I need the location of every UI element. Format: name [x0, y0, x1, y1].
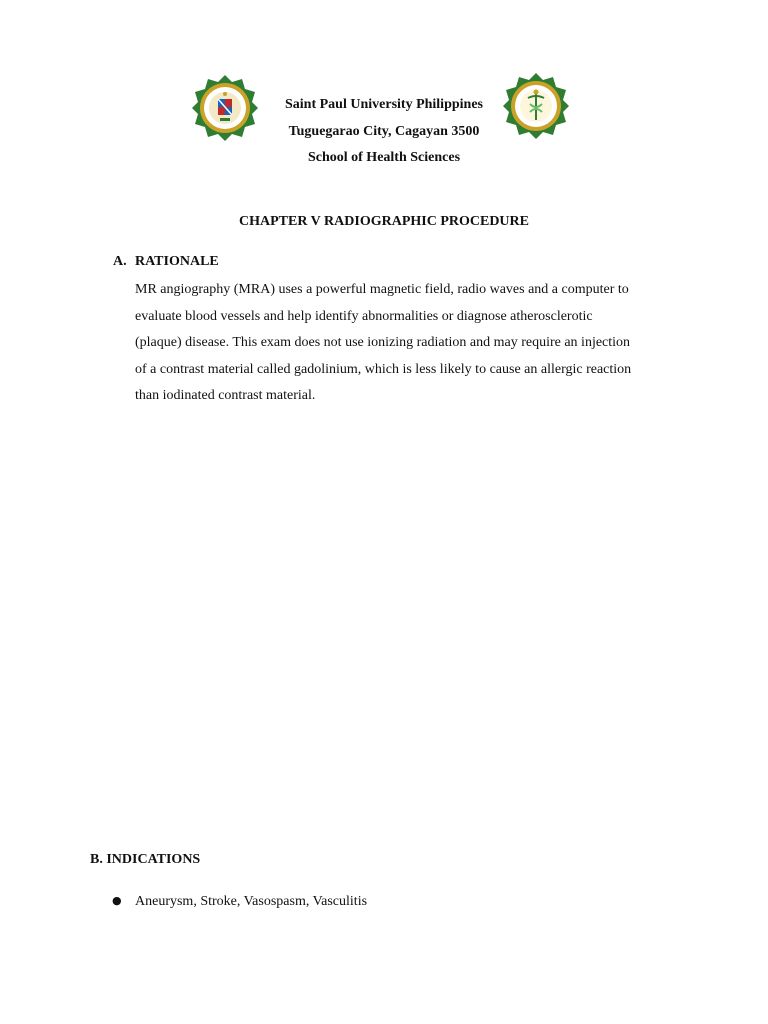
indications-list [112, 891, 367, 912]
section-a-title: RATIONALE [135, 254, 219, 269]
university-address: Tuguegarao City, Cagayan 3500 [288, 123, 480, 139]
health-sciences-seal-icon [502, 72, 570, 140]
chapter-title: CHAPTER V RADIOGRAPHIC PROCEDURE [238, 214, 529, 229]
rationale-line: than iodinated contrast material. [135, 388, 316, 404]
list-item-text: Aneurysm, Stroke, Vasospasm, Vasculitis [135, 894, 368, 909]
section-b-heading: B. INDICATIONS [90, 852, 201, 867]
section-a-letter: A. [113, 254, 127, 269]
university-name: Saint Paul University Philippines [285, 97, 483, 112]
rationale-line: MR angiography (MRA) uses a powerful magnetic field, radio waves and a computer to [135, 282, 629, 297]
rationale-line: of a contrast material called gadolinium, which is less likely to cause an allergic reaction [135, 361, 632, 377]
rationale-line: (plaque) disease. This exam does not use ionizing radiation and may require an injection [135, 335, 631, 351]
rationale-line: evaluate blood vessels and help identify abnormalities or diagnose atherosclerotic [135, 308, 593, 324]
bullet-icon: ● [112, 894, 122, 907]
document-header [234, 92, 534, 172]
list-item [112, 891, 367, 912]
rationale-paragraph [135, 277, 680, 410]
section-a-heading [113, 252, 219, 272]
school-name: School of Health Sciences [307, 150, 461, 165]
